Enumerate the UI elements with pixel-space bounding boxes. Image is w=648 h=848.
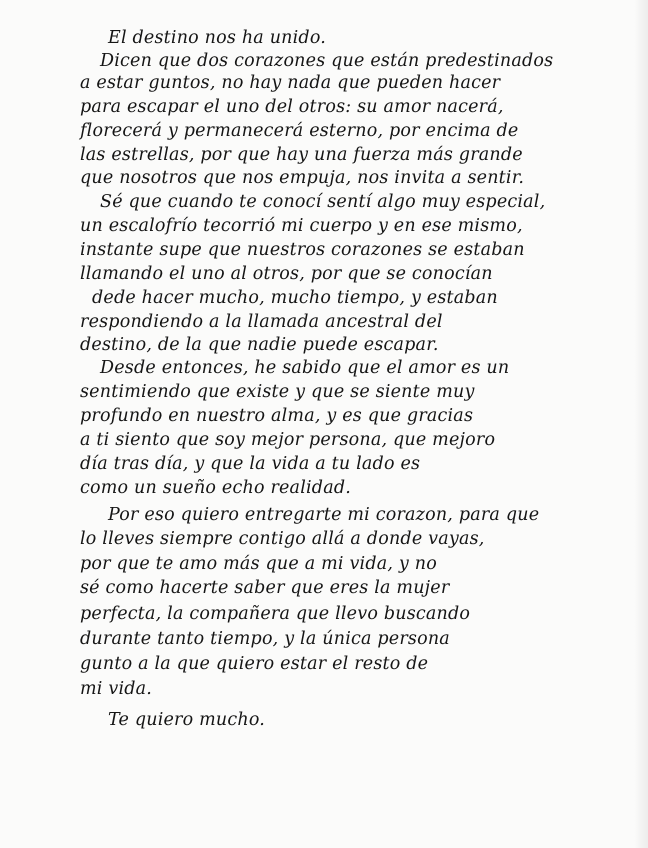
- letter-line: El destino nos ha unido.: [108, 28, 327, 48]
- letter-line: Sé que cuando te conocí sentí algo muy especial,: [100, 192, 546, 212]
- letter-line: que nosotros que nos empuja, nos invita a sentir.: [80, 168, 525, 188]
- letter-line: un escalofrío tecorrió mi cuerpo y en ese mismo,: [80, 216, 523, 236]
- letter-line: a ti siento que soy mejor persona, que mejoro: [80, 430, 496, 450]
- letter-line: Desde entonces, he sabido que el amor es un: [100, 358, 510, 378]
- letter-line: durante tanto tiempo, y la única persona: [80, 629, 450, 649]
- letter-line: las estrellas, por que hay una fuerza más grande: [80, 145, 523, 165]
- letter-line: sé como hacerte saber que eres la mujer: [80, 578, 450, 598]
- letter-line: como un sueño echo realidad.: [80, 478, 351, 498]
- letter-line: respondiendo a la llamada ancestral del: [80, 312, 443, 332]
- letter-line: destino, de la que nadie puede escapar.: [80, 335, 439, 355]
- letter-line: por que te amo más que a mi vida, y no: [80, 554, 437, 574]
- letter-line: sentimiendo que existe y que se siente muy: [80, 382, 475, 402]
- letter-line: Por eso quiero entregarte mi corazon, para que: [108, 505, 540, 525]
- letter-line: Te quiero mucho.: [108, 710, 266, 730]
- letter-line: profundo en nuestro alma, y es que gracias: [80, 406, 474, 426]
- letter-line: gunto a la que quiero estar el resto de: [80, 654, 429, 674]
- letter-line: Dicen que dos corazones que están predestinados: [100, 51, 554, 71]
- letter-line: a estar guntos, no hay nada que pueden hacer: [80, 73, 501, 93]
- letter-line: para escapar el uno del otros: su amor nacerá,: [80, 97, 504, 117]
- letter-line: mi vida.: [80, 679, 153, 699]
- letter-line: llamando el uno al otros, por que se conocían: [80, 264, 493, 284]
- letter-line: instante supe que nuestros corazones se estaban: [80, 240, 525, 260]
- letter-line: día tras día, y que la vida a tu lado es: [80, 454, 421, 474]
- letter-line: dede hacer mucho, mucho tiempo, y estaban: [92, 288, 498, 308]
- letter-line: florecerá y permanecerá esterno, por encima de: [80, 121, 519, 141]
- letter-line: perfecta, la compañera que llevo buscando: [80, 604, 471, 624]
- letter-line: lo lleves siempre contigo allá a donde vayas,: [80, 529, 485, 549]
